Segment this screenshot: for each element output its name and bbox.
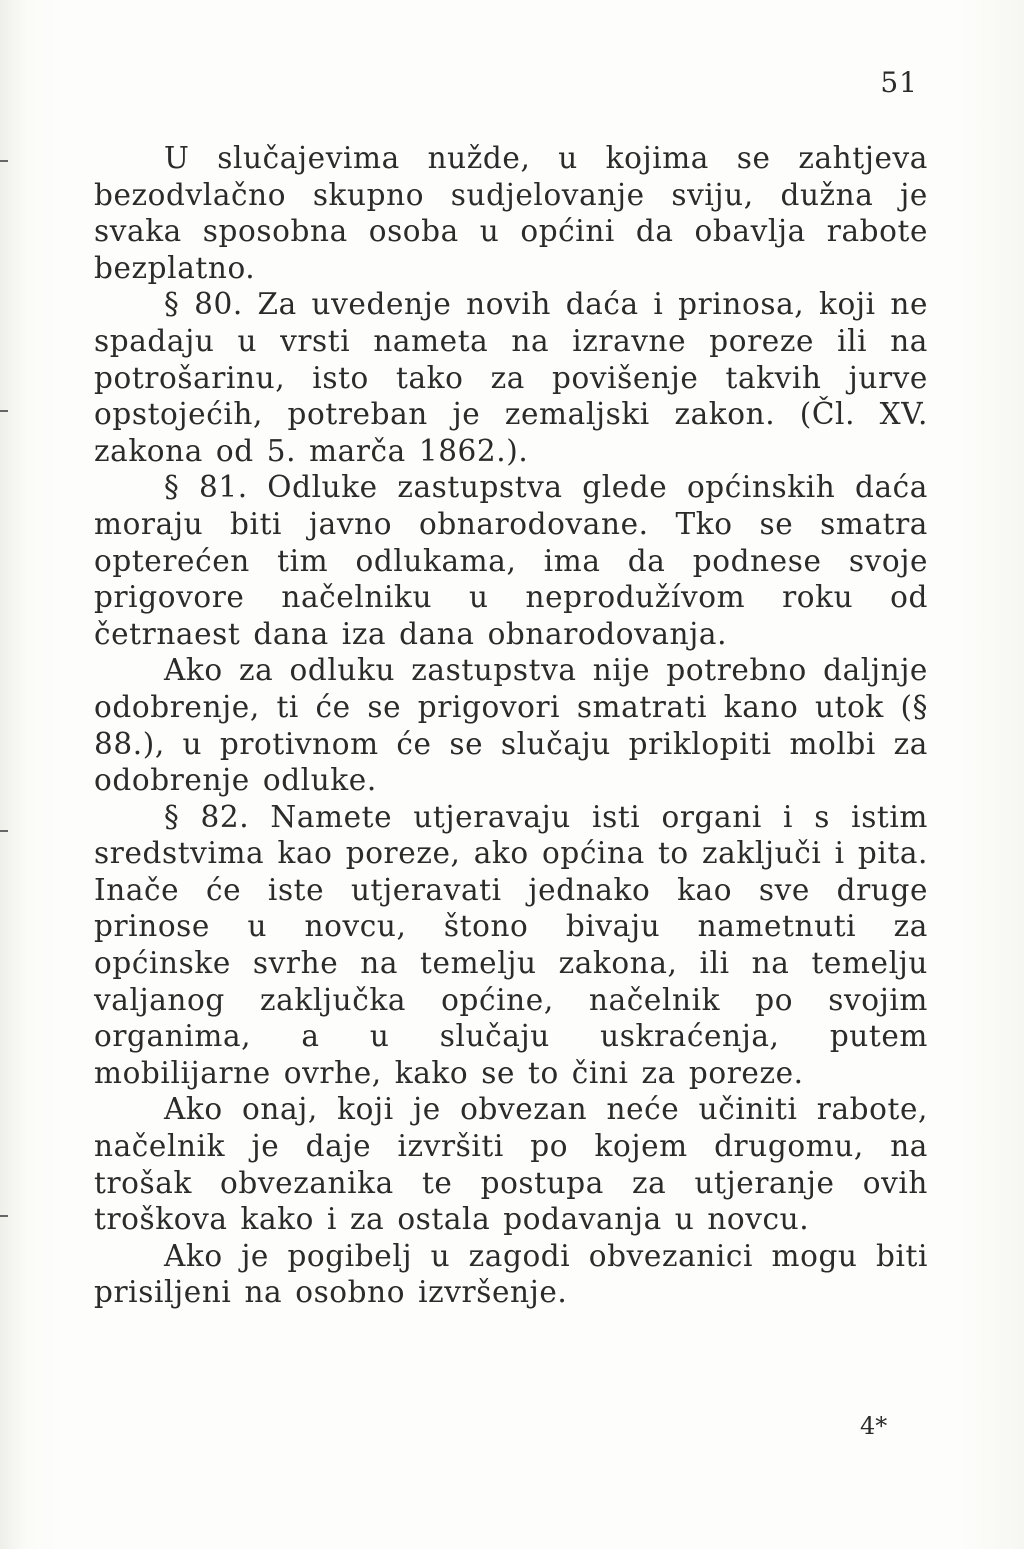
paragraph: Ako je pogibelj u zagodi obvezanici mogu biti prisiljeni na osobno izvršenje. [94,1238,928,1310]
margin-mark [0,830,8,832]
margin-mark [0,160,8,162]
page-number: 51 [880,66,918,99]
paragraph: U slučajevima nužde, u kojima se zahtjeva bezodvlačno skupno sudjelovanje sviju, dužna je svaka sposobna osoba u općini da obavlja rabote bezplatno. [94,141,928,285]
body-text [94,140,928,1311]
paragraph: Ako onaj, koji je obvezan neće učiniti rabote, načelnik je daje izvršiti po kojem drugomu, na trošak obvezanika te postupa za utjeranje ovih troškova kako i za ostala podavanja u novcu. [94,1092,928,1237]
signature-mark: 4* [860,1412,888,1440]
paragraph: Ako za odluku zastupstva nije potrebno daljnje odobrenje, ti će se prigovori smatrati kano utok (§ 88.), u protivnom će se slučaju priklopiti molbi za odobrenje odluke. [94,653,928,798]
paragraph: § 81. Odluke zastupstva glede općinskih daća moraju biti javno obnarodovane. Tko se smatra opterećen tim odlukama, ima da podnese svoje prigovore načelniku u neprodužívom roku od četrnaest dana iza dana obnarodovanja. [94,470,928,651]
paragraph: § 80. Za uvedenje novih daća i prinosa, koji ne spadaju u vrsti nameta na izravne poreze ili na potrošarinu, isto tako za povišenje takvih jurve opstojećih, potreban je zemaljski zakon. (Čl. XV. zakona od 5. marča 1862.). [94,287,928,468]
paragraph: § 82. Namete utjeravaju isti organi i s istim sredstvima kao poreze, ako općina to zaključi i pita. Inače će iste utjeravati jednako kao sve druge prinose u novcu, štono bivaju nametnuti za općinske svrhe na temelju zakona, ili na temelju valjanog zaključka općine, načelnik po svojim organima, a u slučaju uskraćenja, putem mobilijarne ovrhe, kako se to čini za poreze. [94,799,928,1090]
margin-mark [0,1215,8,1217]
margin-mark [0,410,8,412]
